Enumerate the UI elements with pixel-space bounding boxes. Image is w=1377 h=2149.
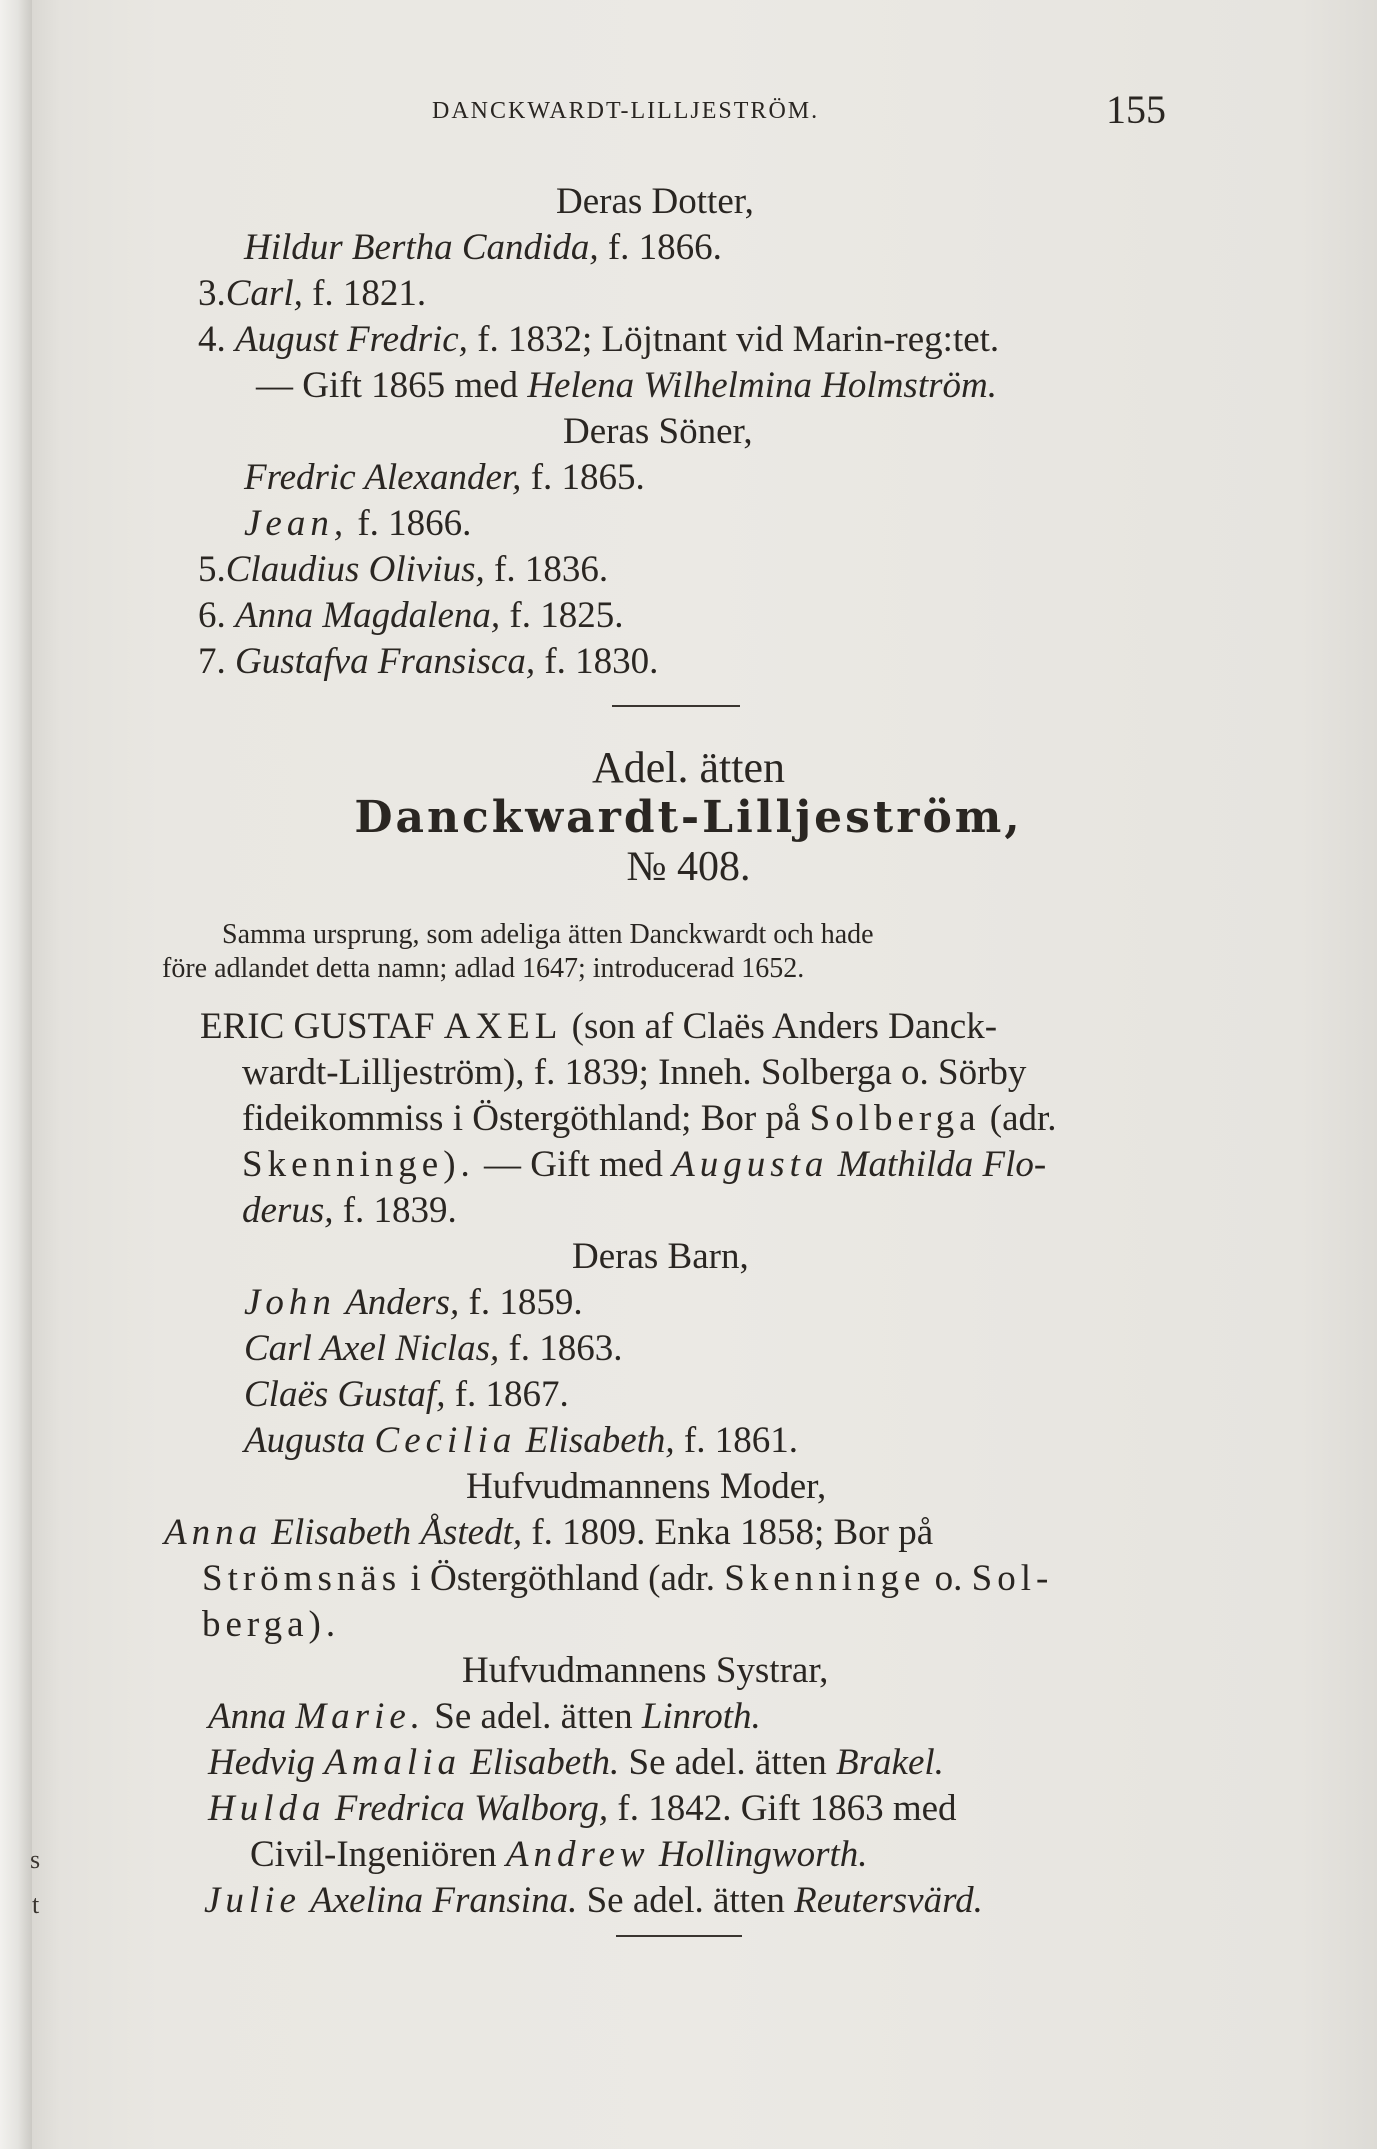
- intro-line-1: Samma ursprung, som adeliga ätten Danckwardt och hade: [222, 919, 874, 950]
- page-number: 155: [1106, 87, 1166, 132]
- entry-5: 5.Claudius Olivius, f. 1836.: [198, 549, 609, 590]
- daughter-heading: Deras Dotter,: [556, 181, 754, 222]
- daughter-entry: Hildur Bertha Candida, f. 1866.: [244, 227, 722, 268]
- child-1: John Anders, f. 1859.: [244, 1282, 583, 1323]
- intro-line-2: före adlandet detta namn; adlad 1647; introducerad 1652.: [162, 953, 805, 984]
- family-number: № 408.: [626, 844, 751, 890]
- head-line-3: fideikommiss i Östergöthland; Bor på Solberga (adr.: [242, 1098, 1057, 1139]
- child-4: Augusta Cecilia Elisabeth, f. 1861.: [244, 1420, 798, 1461]
- sisters-heading: Hufvudmannens Systrar,: [462, 1650, 829, 1691]
- margin-mark-s: s: [30, 1845, 41, 1874]
- head-line-5: derus, f. 1839.: [242, 1190, 457, 1231]
- mother-heading: Hufvudmannens Moder,: [466, 1466, 827, 1507]
- section-divider-1: [612, 705, 740, 707]
- sister-3-line-2: Civil-Ingeniören Andrew Hollingworth.: [250, 1834, 868, 1875]
- mother-line-2: Strömsnäs i Östergöthland (adr. Skenninge o. Sol-: [202, 1558, 1054, 1599]
- page-spine: [0, 0, 32, 2149]
- family-title-line2: Danckwardt-Lilljeström,: [354, 792, 1023, 843]
- son-2: Jean, f. 1866.: [244, 503, 472, 544]
- family-title-line1: Adel. ätten: [591, 743, 786, 792]
- child-2: Carl Axel Niclas, f. 1863.: [244, 1328, 623, 1369]
- sons-heading: Deras Söner,: [563, 411, 753, 452]
- running-header: DANCKWARDT-LILLJESTRÖM.: [432, 98, 820, 124]
- head-line-2: wardt-Lilljeström), f. 1839; Inneh. Solberga o. Sörby: [242, 1052, 1027, 1093]
- sister-4: Julie Axelina Fransina. Se adel. ätten Reutersvärd.: [204, 1880, 983, 1921]
- child-3: Claës Gustaf, f. 1867.: [244, 1374, 569, 1415]
- section-divider-2: [616, 1935, 742, 1937]
- mother-line-1: Anna Elisabeth Åstedt, f. 1809. Enka 1858; Bor på: [164, 1512, 934, 1553]
- sister-1: Anna Marie. Se adel. ätten Linroth.: [208, 1696, 761, 1737]
- son-1: Fredric Alexander, f. 1865.: [244, 457, 645, 498]
- entry-6: 6. Anna Magdalena, f. 1825.: [198, 595, 624, 636]
- head-line-4: Skenninge). — Gift med Augusta Mathilda Flo-: [242, 1144, 1047, 1185]
- mother-line-3: berga).: [202, 1604, 341, 1645]
- entry-3: 3.Carl, f. 1821.: [198, 273, 427, 314]
- head-line-1: ERIC GUSTAF AXEL (son af Claës Anders Danck-: [200, 1006, 998, 1047]
- sister-3: Hulda Fredrica Walborg, f. 1842. Gift 1863 med: [208, 1788, 957, 1829]
- entry-4-marriage: — Gift 1865 med Helena Wilhelmina Holmström.: [256, 365, 997, 406]
- entry-4: 4. August Fredric, f. 1832; Löjtnant vid Marin-reg:tet.: [198, 319, 1000, 360]
- margin-mark-t: t: [32, 1890, 40, 1919]
- children-heading: Deras Barn,: [572, 1236, 749, 1277]
- entry-7: 7. Gustafva Fransisca, f. 1830.: [198, 641, 659, 682]
- sister-2: Hedvig Amalia Elisabeth. Se adel. ätten Brakel.: [208, 1742, 944, 1783]
